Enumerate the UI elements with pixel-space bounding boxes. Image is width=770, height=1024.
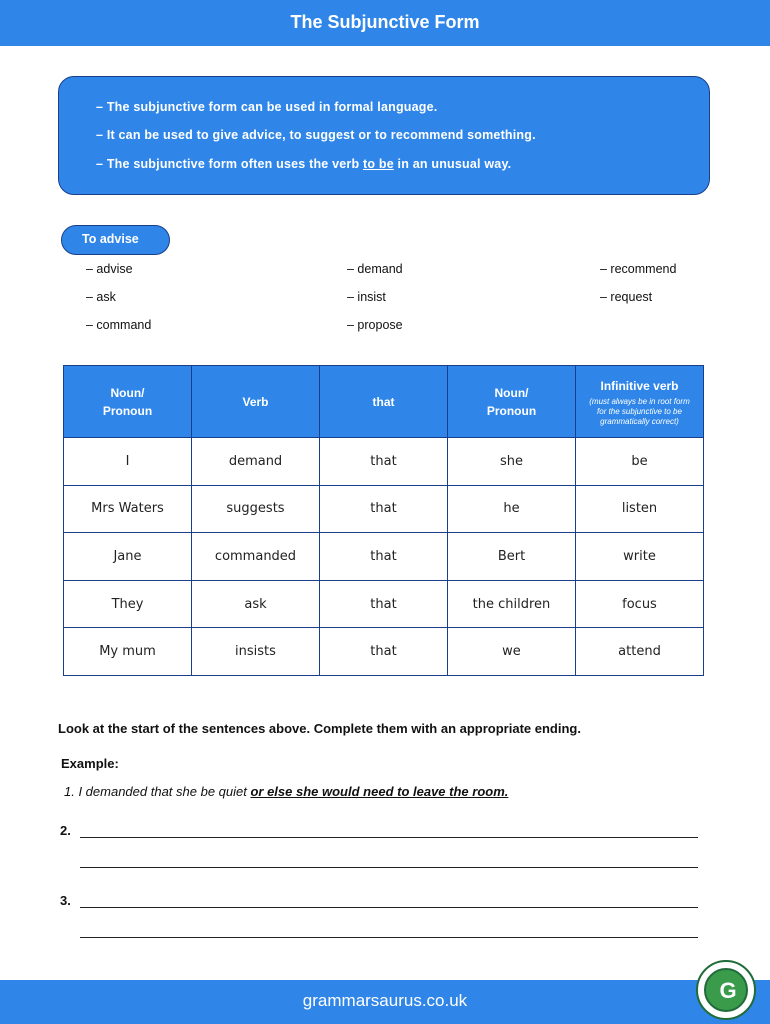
header-verb: Verb — [192, 366, 320, 438]
grammarsaurus-logo — [696, 960, 756, 1020]
header-infinitive-title: Infinitive verb — [600, 378, 679, 393]
table-cell: suggests — [192, 485, 320, 533]
table-row — [64, 533, 704, 581]
header-noun-1: Noun/ — [110, 385, 145, 400]
table-cell: attend — [576, 628, 704, 676]
to-advise-label: To advise — [61, 225, 170, 255]
table-cell: that — [320, 628, 448, 676]
example-label: Example: — [61, 756, 119, 771]
table-cell: she — [448, 438, 576, 486]
table-cell: the children — [448, 580, 576, 628]
answer-line-2b[interactable] — [80, 867, 698, 868]
task-instruction: Look at the start of the sentences above. Complete them with an appropriate ending. — [58, 721, 581, 736]
header-noun-pronoun-2 — [448, 366, 576, 438]
table-cell: commanded — [192, 533, 320, 581]
info-line-2: – It can be used to give advice, to suggest or to recommend something. — [96, 128, 536, 142]
table-cell: that — [320, 580, 448, 628]
table-row — [64, 580, 704, 628]
header-noun-2: Noun/ — [494, 385, 529, 400]
logo-letter: G — [719, 978, 737, 1003]
verb-advise: – advise — [86, 262, 133, 276]
table-cell: be — [576, 438, 704, 486]
header-pronoun-2: Pronoun — [486, 403, 537, 418]
table-cell: we — [448, 628, 576, 676]
table-cell: I — [64, 438, 192, 486]
info-line-3-after: in an unusual way. — [393, 157, 512, 171]
footer-site-link[interactable]: grammarsaurus.co.uk — [302, 991, 468, 1010]
example-start: 1. I demanded that she be quiet — [64, 784, 251, 799]
answer-line-3b[interactable] — [80, 937, 698, 938]
verb-demand: – demand — [347, 262, 403, 276]
header-infinitive-verb — [576, 366, 704, 438]
table-cell: that — [320, 485, 448, 533]
info-line-3-before: – The subjunctive form often uses the verb — [96, 157, 363, 171]
header-noun-pronoun-1 — [64, 366, 192, 438]
table-cell: Jane — [64, 533, 192, 581]
example-answer: or else she would need to leave the room. — [250, 784, 509, 799]
verb-recommend: – recommend — [600, 262, 677, 276]
example-sentence — [64, 784, 508, 799]
table-header-row — [64, 366, 704, 438]
verb-insist: – insist — [347, 290, 386, 304]
answer-line-3a[interactable] — [80, 907, 698, 908]
table-cell: insists — [192, 628, 320, 676]
table-row — [64, 485, 704, 533]
verb-command: – command — [86, 318, 152, 332]
subjunctive-table — [63, 365, 704, 676]
table-row — [64, 438, 704, 486]
page-title: The Subjunctive Form — [290, 12, 480, 32]
info-line-3 — [96, 157, 511, 171]
table-cell: that — [320, 438, 448, 486]
verb-propose: – propose — [347, 318, 403, 332]
table-cell: listen — [576, 485, 704, 533]
info-line-3-underlined: to be — [363, 157, 394, 171]
info-line-1: – The subjunctive form can be used in formal language. — [96, 100, 438, 114]
table-cell: ask — [192, 580, 320, 628]
logo-badge — [704, 968, 748, 1012]
table-cell: write — [576, 533, 704, 581]
table-cell: Mrs Waters — [64, 485, 192, 533]
header-infinitive-note: (must always be in root form for the subjunctive to be grammatically correct) — [589, 396, 690, 426]
table-cell: he — [448, 485, 576, 533]
table-row — [64, 628, 704, 676]
table-cell: They — [64, 580, 192, 628]
table-cell: demand — [192, 438, 320, 486]
info-box — [58, 76, 710, 195]
page-header — [0, 0, 770, 46]
answer-number-2: 2. — [60, 823, 71, 838]
verb-ask: – ask — [86, 290, 116, 304]
table-cell: focus — [576, 580, 704, 628]
table-cell: Bert — [448, 533, 576, 581]
header-that: that — [320, 366, 448, 438]
table-cell: that — [320, 533, 448, 581]
table-cell: My mum — [64, 628, 192, 676]
page-footer — [0, 980, 770, 1024]
verb-request: – request — [600, 290, 653, 304]
answer-number-3: 3. — [60, 893, 71, 908]
header-pronoun-1: Pronoun — [102, 403, 153, 418]
answer-line-2a[interactable] — [80, 837, 698, 838]
